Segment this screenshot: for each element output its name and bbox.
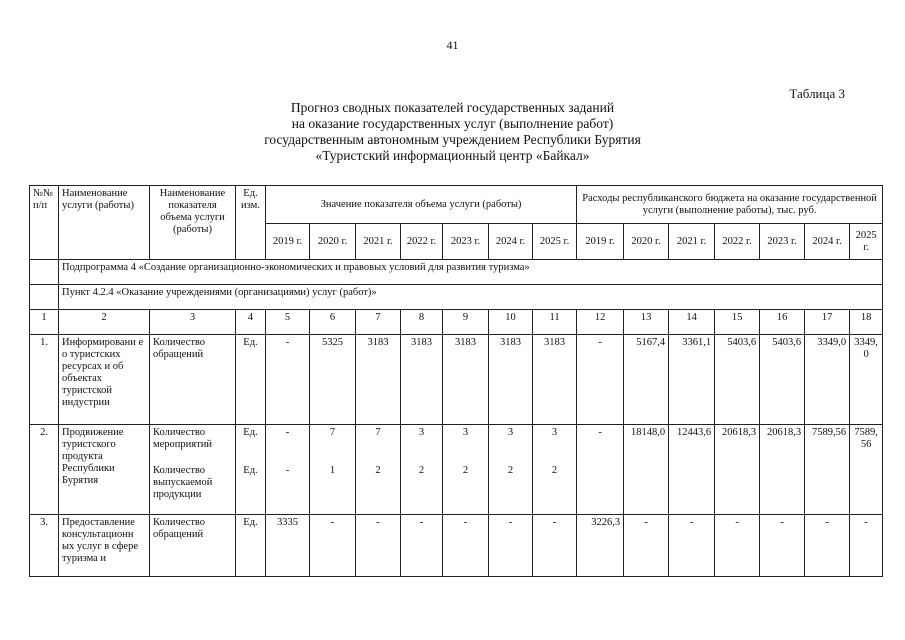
volume-value: 3183 bbox=[489, 335, 533, 425]
volume-value: 2 bbox=[418, 465, 425, 476]
service-name: Продвижение туристского продукта Республики Бурятия bbox=[59, 425, 150, 515]
expense-value: 7589,56 bbox=[805, 425, 850, 515]
clause-row bbox=[30, 285, 883, 310]
expense-value: - bbox=[577, 425, 624, 515]
volume-value: 3335 bbox=[266, 515, 310, 577]
unit-cell: Ед. bbox=[236, 335, 266, 425]
column-number: 4 bbox=[236, 310, 266, 335]
expense-value: 3361,1 bbox=[669, 335, 715, 425]
volume-cell bbox=[310, 425, 356, 515]
year-header: 2025 г. bbox=[533, 224, 577, 260]
expense-value: 12443,6 bbox=[669, 425, 715, 515]
expense-value: 5167,4 bbox=[624, 335, 669, 425]
column-number: 2 bbox=[59, 310, 150, 335]
column-number: 9 bbox=[443, 310, 489, 335]
forecast-table bbox=[29, 185, 883, 577]
column-number: 1 bbox=[30, 310, 59, 335]
column-number: 12 bbox=[577, 310, 624, 335]
year-header: 2023 г. bbox=[443, 224, 489, 260]
volume-value: 3 bbox=[418, 427, 425, 438]
expense-value: 3349, 0 bbox=[850, 335, 883, 425]
column-number: 8 bbox=[401, 310, 443, 335]
expense-value: 18148,0 bbox=[624, 425, 669, 515]
indicator-name: Количество выпускаемой продукции bbox=[153, 465, 213, 500]
service-name: Информировани е о туристских ресурсах и об объектах туристской индустрии bbox=[59, 335, 150, 425]
header-indicator: Наименование показателя объема услуги (работы) bbox=[150, 186, 236, 260]
volume-value: 3 bbox=[462, 427, 469, 438]
year-header: 2019 г. bbox=[266, 224, 310, 260]
volume-cell bbox=[356, 425, 401, 515]
service-name: Предоставление консультационн ых услуг в сфере туризма и bbox=[59, 515, 150, 577]
title-line: государственным автономным учреждением Республики Бурятия bbox=[264, 132, 641, 147]
column-number-row bbox=[30, 310, 883, 335]
indicator-name: Количество обращений bbox=[150, 335, 236, 425]
year-header: 2025 г. bbox=[850, 224, 883, 260]
subprogram-title: Подпрограмма 4 «Создание организационно-экономических и правовых условий для развития туризма» bbox=[59, 260, 883, 285]
volume-value: 1 bbox=[329, 465, 336, 476]
header-row bbox=[30, 186, 883, 224]
column-number: 18 bbox=[850, 310, 883, 335]
row-number: 2. bbox=[30, 425, 59, 515]
year-header: 2022 г. bbox=[401, 224, 443, 260]
volume-value: - bbox=[401, 515, 443, 577]
year-header: 2019 г. bbox=[577, 224, 624, 260]
volume-value: 2 bbox=[375, 465, 381, 476]
column-number: 7 bbox=[356, 310, 401, 335]
row-number: 3. bbox=[30, 515, 59, 577]
volume-value: 7 bbox=[329, 427, 336, 438]
volume-value: 3183 bbox=[443, 335, 489, 425]
indicator-cell bbox=[150, 425, 236, 515]
year-header: 2024 г. bbox=[489, 224, 533, 260]
column-number: 16 bbox=[760, 310, 805, 335]
expense-value: - bbox=[624, 515, 669, 577]
volume-value: 2 bbox=[507, 465, 514, 476]
volume-cell bbox=[533, 425, 577, 515]
unit-value: Ед. bbox=[243, 465, 258, 476]
column-number: 10 bbox=[489, 310, 533, 335]
title-line: Прогноз сводных показателей государственных заданий bbox=[290, 100, 615, 115]
expense-value: 20618,3 bbox=[715, 425, 760, 515]
row-number: 1. bbox=[30, 335, 59, 425]
volume-value: 3 bbox=[551, 427, 558, 438]
expense-value: - bbox=[805, 515, 850, 577]
column-number: 14 bbox=[669, 310, 715, 335]
expense-value: 20618,3 bbox=[760, 425, 805, 515]
volume-value: - bbox=[285, 427, 290, 438]
header-unit: Ед. изм. bbox=[236, 186, 266, 260]
expense-value: - bbox=[669, 515, 715, 577]
volume-value: - bbox=[266, 335, 310, 425]
document-title bbox=[0, 100, 905, 164]
expense-value: - bbox=[577, 335, 624, 425]
volume-value: - bbox=[285, 465, 290, 476]
header-expense-group: Расходы республиканского бюджета на оказание государственной услуги (выполнение работы), тыс. руб. bbox=[577, 186, 883, 224]
volume-value: - bbox=[443, 515, 489, 577]
unit-cell: Ед. bbox=[236, 515, 266, 577]
column-number: 15 bbox=[715, 310, 760, 335]
year-header: 2022 г. bbox=[715, 224, 760, 260]
column-number: 11 bbox=[533, 310, 577, 335]
expense-value: - bbox=[850, 515, 883, 577]
column-number: 6 bbox=[310, 310, 356, 335]
year-header: 2021 г. bbox=[669, 224, 715, 260]
volume-value: 3183 bbox=[533, 335, 577, 425]
column-number: 13 bbox=[624, 310, 669, 335]
volume-value: - bbox=[533, 515, 577, 577]
expense-value: - bbox=[715, 515, 760, 577]
indicator-name: Количество мероприятий bbox=[153, 427, 212, 450]
clause-title: Пункт 4.2.4 «Оказание учреждениями (организациями) услуг (работ)» bbox=[59, 285, 883, 310]
table-row bbox=[30, 335, 883, 425]
expense-value: 5403,6 bbox=[715, 335, 760, 425]
expense-value: 3349,0 bbox=[805, 335, 850, 425]
volume-value: 5325 bbox=[310, 335, 356, 425]
year-header: 2024 г. bbox=[805, 224, 850, 260]
volume-cell bbox=[443, 425, 489, 515]
column-number: 17 bbox=[805, 310, 850, 335]
volume-value: 3183 bbox=[356, 335, 401, 425]
unit-cell bbox=[236, 425, 266, 515]
table-row bbox=[30, 515, 883, 577]
expense-value: 3226,3 bbox=[577, 515, 624, 577]
page-number: 41 bbox=[446, 38, 459, 52]
volume-cell bbox=[489, 425, 533, 515]
title-line: на оказание государственных услуг (выполнение работ) bbox=[291, 116, 614, 131]
year-header: 2023 г. bbox=[760, 224, 805, 260]
unit-value: Ед. bbox=[243, 427, 258, 438]
volume-value: 2 bbox=[462, 465, 469, 476]
volume-value: 3183 bbox=[401, 335, 443, 425]
expense-value: 5403,6 bbox=[760, 335, 805, 425]
year-header: 2020 г. bbox=[310, 224, 356, 260]
title-line: «Туристский информационный центр «Байкал» bbox=[315, 148, 590, 163]
expense-value: 7589, 56 bbox=[850, 425, 883, 515]
header-service: Наименование услуги (работы) bbox=[59, 186, 150, 260]
year-header: 2021 г. bbox=[356, 224, 401, 260]
table-label: Таблица 3 bbox=[789, 86, 845, 101]
volume-value: - bbox=[489, 515, 533, 577]
volume-cell bbox=[266, 425, 310, 515]
table-row bbox=[30, 425, 883, 515]
indicator-name: Количество обращений bbox=[150, 515, 236, 577]
subprogram-row bbox=[30, 260, 883, 285]
volume-value: 7 bbox=[375, 427, 381, 438]
year-header: 2020 г. bbox=[624, 224, 669, 260]
volume-value: 2 bbox=[551, 465, 558, 476]
header-volume-group: Значение показателя объема услуги (работы) bbox=[266, 186, 577, 224]
header-num: №№ п/п bbox=[30, 186, 59, 260]
volume-cell bbox=[401, 425, 443, 515]
column-number: 3 bbox=[150, 310, 236, 335]
column-number: 5 bbox=[266, 310, 310, 335]
volume-value: - bbox=[310, 515, 356, 577]
volume-value: 3 bbox=[507, 427, 514, 438]
expense-value: - bbox=[760, 515, 805, 577]
volume-value: - bbox=[356, 515, 401, 577]
